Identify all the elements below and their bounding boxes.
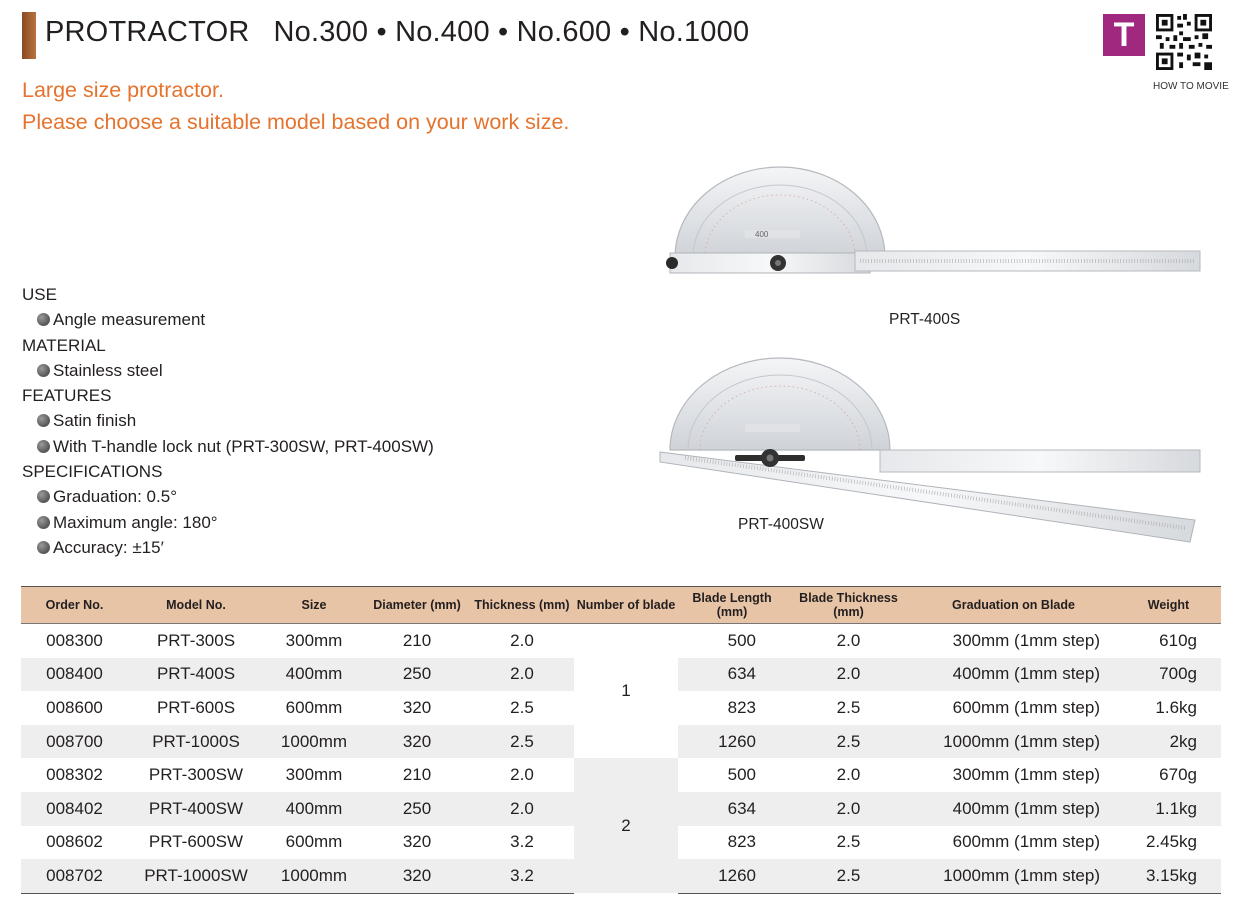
table-cell: 400mm bbox=[264, 658, 364, 692]
table-cell: 823 bbox=[727, 832, 756, 852]
table-cell: 610g bbox=[1159, 630, 1197, 650]
item-text: Accuracy: ±15′ bbox=[53, 537, 164, 557]
qr-code-icon[interactable] bbox=[1156, 14, 1212, 70]
item-text: Angle measurement bbox=[53, 310, 206, 330]
table-cell: 1260 bbox=[678, 725, 786, 759]
table-cell: 2.5 bbox=[786, 859, 911, 893]
table-cell: 008600 bbox=[46, 697, 103, 717]
header-weight: Weight bbox=[1116, 587, 1221, 624]
features-heading: FEATURES bbox=[22, 386, 112, 406]
table-cell: PRT-300SW bbox=[148, 765, 244, 785]
intro-line-1: Large size protractor. bbox=[22, 78, 224, 102]
table-cell: 008700 bbox=[21, 725, 128, 759]
table-cell: PRT-600SW bbox=[148, 832, 244, 852]
caption-prt-400s: PRT-400S bbox=[889, 311, 961, 328]
table-cell: 2.0 bbox=[470, 792, 574, 826]
table-cell: 400mm (1mm step) bbox=[911, 792, 1116, 826]
table-cell: 600mm (1mm step) bbox=[952, 832, 1100, 852]
specifications-heading: SPECIFICATIONS bbox=[22, 462, 163, 482]
bullet-icon bbox=[37, 440, 50, 453]
table-cell: 2.0 bbox=[836, 630, 861, 650]
use-heading: USE bbox=[22, 285, 57, 304]
use-item bbox=[22, 307, 434, 332]
table-cell: 2.5 bbox=[786, 725, 911, 759]
item-text: Maximum angle: 180° bbox=[53, 512, 218, 532]
spec-table bbox=[21, 586, 1221, 894]
table-cell: 600mm (1mm step) bbox=[952, 697, 1100, 717]
header-blade-length: Blade Length (mm) bbox=[678, 587, 786, 624]
table-cell: 210 bbox=[402, 630, 432, 650]
table-cell: 3.15kg bbox=[1116, 859, 1221, 893]
title-text: PROTRACTOR bbox=[45, 16, 250, 48]
item-text: Graduation: 0.5° bbox=[53, 487, 177, 507]
spec-list bbox=[22, 282, 434, 560]
table-cell: 3.2 bbox=[510, 832, 534, 852]
table-cell: 400mm (1mm step) bbox=[911, 658, 1116, 692]
header-order-no: Order No. bbox=[21, 587, 128, 624]
table-cell: 1000mm (1mm step) bbox=[911, 859, 1116, 893]
table-cell: 400mm bbox=[264, 792, 364, 826]
title-accent-bar bbox=[22, 12, 36, 59]
table-cell: 210 bbox=[402, 765, 432, 785]
header-graduation: Graduation on Blade bbox=[911, 587, 1116, 624]
table-cell: 2.0 bbox=[510, 630, 534, 650]
table-cell: 1.1kg bbox=[1116, 792, 1221, 826]
table-cell: 500 bbox=[727, 765, 756, 785]
header-model-no: Model No. bbox=[128, 587, 264, 624]
how-to-movie-label: HOW TO MOVIE bbox=[1153, 81, 1229, 92]
table-cell: 2.0 bbox=[786, 658, 911, 692]
table-cell: 670g bbox=[1159, 765, 1197, 785]
table-cell: 320 bbox=[402, 697, 432, 717]
table-cell: 634 bbox=[678, 658, 786, 692]
table-cell: 823 bbox=[727, 697, 756, 717]
protractor-prt-400s-image bbox=[660, 160, 1205, 280]
table-cell: 2.5 bbox=[836, 832, 861, 852]
table-cell: PRT-1000S bbox=[128, 725, 264, 759]
spec-item bbox=[22, 510, 434, 535]
table-cell: 320 bbox=[364, 725, 470, 759]
table-cell: PRT-400S bbox=[128, 658, 264, 692]
table-header-row bbox=[21, 587, 1221, 624]
table-cell: 320 bbox=[402, 832, 432, 852]
table-cell: 2.5 bbox=[510, 697, 534, 717]
table-cell: 008702 bbox=[21, 859, 128, 893]
table-cell: 300mm (1mm step) bbox=[952, 630, 1100, 650]
table-cell: 008400 bbox=[21, 658, 128, 692]
table-cell: 634 bbox=[678, 792, 786, 826]
intro-line-2: Please choose a suitable model based on your work size. bbox=[22, 110, 570, 134]
table-cell: 300mm bbox=[285, 630, 343, 650]
header-diameter: Diameter (mm) bbox=[364, 587, 470, 624]
table-cell: 1.6kg bbox=[1155, 697, 1197, 717]
spec-item bbox=[22, 484, 434, 509]
title-models: No.300 • No.400 • No.600 • No.1000 bbox=[273, 16, 750, 48]
table-cell: 300mm bbox=[285, 765, 343, 785]
table-cell: 2.0 bbox=[510, 765, 534, 785]
item-text: Satin finish bbox=[53, 411, 137, 431]
features-item bbox=[22, 408, 434, 433]
table-cell: 1000mm bbox=[264, 725, 364, 759]
table-cell: 600mm bbox=[285, 832, 343, 852]
blade-count-group-2: 2 bbox=[574, 758, 678, 893]
bullet-icon bbox=[37, 364, 50, 377]
table-cell: 3.2 bbox=[470, 859, 574, 893]
table-cell: 1000mm (1mm step) bbox=[911, 725, 1116, 759]
header-thickness: Thickness (mm) bbox=[470, 587, 574, 624]
table-cell: 1000mm bbox=[264, 859, 364, 893]
table-cell: 320 bbox=[364, 859, 470, 893]
material-item bbox=[22, 358, 434, 383]
blade-count-group-1: 1 bbox=[574, 624, 678, 759]
table-cell: 700g bbox=[1116, 658, 1221, 692]
spec-item bbox=[22, 535, 434, 560]
table-cell: 008302 bbox=[46, 765, 103, 785]
dial-label: 400 bbox=[755, 230, 769, 239]
bullet-icon bbox=[37, 313, 50, 326]
table-cell: 250 bbox=[364, 792, 470, 826]
header-number-of-blade: Number of blade bbox=[574, 587, 678, 624]
table-cell: 300mm (1mm step) bbox=[952, 765, 1100, 785]
table-cell: 008402 bbox=[21, 792, 128, 826]
table-cell: 600mm bbox=[285, 697, 343, 717]
table-cell: PRT-300S bbox=[156, 630, 236, 650]
table-cell: 2.0 bbox=[836, 765, 861, 785]
caption-prt-400sw: PRT-400SW bbox=[738, 516, 824, 533]
features-item bbox=[22, 434, 434, 459]
table-cell: 250 bbox=[364, 658, 470, 692]
bullet-icon bbox=[37, 490, 50, 503]
t-badge-icon: T bbox=[1103, 14, 1145, 56]
material-heading: MATERIAL bbox=[22, 335, 106, 355]
table-cell: 2.45kg bbox=[1145, 832, 1197, 852]
header-size: Size bbox=[264, 587, 364, 624]
item-text: Stainless steel bbox=[53, 360, 163, 380]
bullet-icon bbox=[37, 516, 50, 529]
table-cell: PRT-600S bbox=[156, 697, 236, 717]
page-title bbox=[45, 16, 749, 49]
table-cell: 008602 bbox=[46, 832, 103, 852]
table-cell: PRT-400SW bbox=[128, 792, 264, 826]
table-row bbox=[21, 624, 1221, 658]
table-row bbox=[21, 758, 1221, 792]
header-blade-thickness: Blade Thickness (mm) bbox=[786, 587, 911, 624]
table-cell: 2kg bbox=[1116, 725, 1221, 759]
table-cell: 2.0 bbox=[786, 792, 911, 826]
table-cell: 2.0 bbox=[470, 658, 574, 692]
table-cell: 2.5 bbox=[470, 725, 574, 759]
table-cell: 1260 bbox=[678, 859, 786, 893]
table-cell: 2.5 bbox=[836, 697, 861, 717]
item-text: With T-handle lock nut (PRT-300SW, PRT-400SW) bbox=[53, 436, 434, 456]
table-cell: PRT-1000SW bbox=[128, 859, 264, 893]
table-cell: 500 bbox=[727, 630, 756, 650]
bullet-icon bbox=[37, 541, 50, 554]
bullet-icon bbox=[37, 414, 50, 427]
table-cell: 008300 bbox=[46, 630, 103, 650]
